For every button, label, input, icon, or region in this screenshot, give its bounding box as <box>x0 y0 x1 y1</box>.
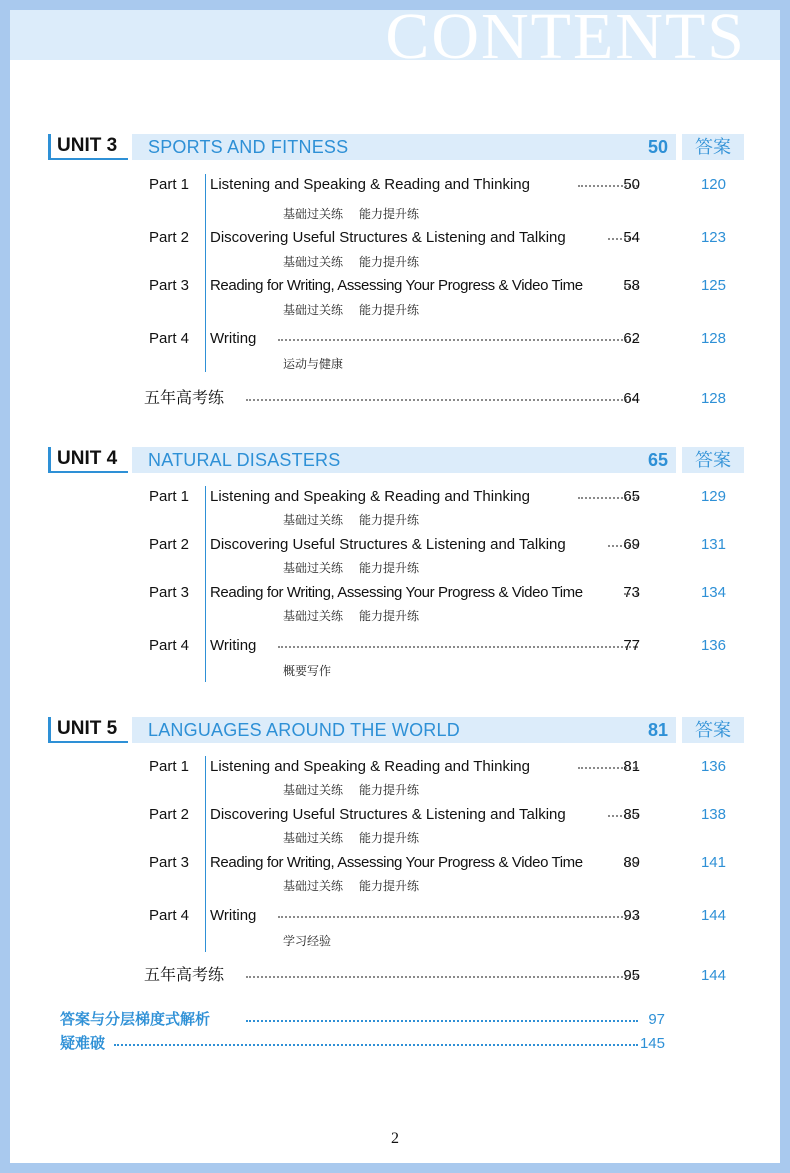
sub-items <box>283 663 347 679</box>
toc-entry[interactable] <box>10 756 780 778</box>
sub-items <box>283 878 435 894</box>
sub-item: 基础过关练 <box>283 783 344 797</box>
answer-page-number: 144 <box>700 907 726 924</box>
unit-title-bar <box>132 717 676 743</box>
answer-page-number: 136 <box>700 758 726 775</box>
part-title: Writing <box>210 637 257 654</box>
unit-title: SPORTS AND FITNESS <box>148 137 349 157</box>
part-label: Part 3 <box>149 584 190 601</box>
toc-entry[interactable] <box>10 582 780 604</box>
sub-items <box>283 830 435 846</box>
sub-items <box>283 206 435 222</box>
toc-entry[interactable] <box>10 804 780 826</box>
page-number: 85 <box>623 806 640 823</box>
unit-title-bar <box>132 447 676 473</box>
part-label: Part 2 <box>149 806 190 823</box>
sub-item: 能力提升练 <box>359 303 420 317</box>
sub-items <box>283 560 435 576</box>
toc-entry-exam-practice[interactable] <box>10 964 780 988</box>
answer-page-number: 138 <box>700 806 726 823</box>
toc-entry[interactable] <box>10 275 780 297</box>
page-number: 95 <box>623 967 640 984</box>
part-title: Discovering Useful Structures & Listening and Talking <box>210 536 566 553</box>
sub-item: 基础过关练 <box>283 255 344 269</box>
part-title: Writing <box>210 907 257 924</box>
answer-label: 答案 <box>682 717 744 743</box>
dot-leader <box>114 1044 638 1046</box>
unit-header <box>48 134 744 160</box>
difficulty-label: 疑难破 <box>60 1035 106 1052</box>
contents-watermark: CONTENTS <box>385 10 746 73</box>
answer-page-number: 136 <box>700 637 726 654</box>
part-title: Writing <box>210 330 257 347</box>
dot-leader <box>278 339 638 341</box>
answer-page-number: 123 <box>700 229 726 246</box>
part-title: Listening and Speaking & Reading and Thinking <box>210 488 530 505</box>
sub-item: 基础过关练 <box>283 561 344 575</box>
sub-item: 能力提升练 <box>359 561 420 575</box>
sub-item: 能力提升练 <box>359 207 420 221</box>
page-number: 54 <box>623 229 640 246</box>
sub-item: 基础过关练 <box>283 831 344 845</box>
toc-entry-difficulty[interactable] <box>10 1034 780 1054</box>
part-label: Part 2 <box>149 536 190 553</box>
unit-page-number: 81 <box>647 720 668 740</box>
header-band <box>10 10 780 73</box>
unit-title: NATURAL DISASTERS <box>148 450 341 470</box>
toc-entry[interactable] <box>10 635 780 657</box>
page-number: 77 <box>623 637 640 654</box>
unit-title: LANGUAGES AROUND THE WORLD <box>148 720 460 740</box>
sub-items <box>283 933 347 949</box>
toc-entry-answers[interactable] <box>10 1010 780 1030</box>
sub-items <box>283 782 435 798</box>
sub-items <box>283 254 435 270</box>
sub-item: 能力提升练 <box>359 783 420 797</box>
answers-label: 答案与分层梯度式解析 <box>60 1011 211 1028</box>
sub-item: 基础过关练 <box>283 879 344 893</box>
page-number: 50 <box>623 176 640 193</box>
page-number: 93 <box>623 907 640 924</box>
part-title: Listening and Speaking & Reading and Thinking <box>210 176 530 193</box>
page-number: 73 <box>623 584 640 601</box>
part-title: Reading for Writing, Assessing Your Progress & Video Time <box>210 584 583 601</box>
unit-label: UNIT 5 <box>48 717 128 743</box>
part-label: Part 1 <box>149 488 190 505</box>
sub-item: 基础过关练 <box>283 207 344 221</box>
page-number: 69 <box>623 536 640 553</box>
answer-page-number: 144 <box>700 967 726 984</box>
answer-page-number: 129 <box>700 488 726 505</box>
contents-page <box>10 10 780 1163</box>
part-label: Part 4 <box>149 330 190 347</box>
part-label: Part 4 <box>149 907 190 924</box>
answer-page-number: 125 <box>700 277 726 294</box>
sub-item: 能力提升练 <box>359 513 420 527</box>
unit-title-bar <box>132 134 676 160</box>
part-label: Part 3 <box>149 277 190 294</box>
unit-page-number: 65 <box>647 450 668 470</box>
page-number-footer: 2 <box>391 1130 399 1147</box>
sub-items <box>283 512 435 528</box>
unit-label: UNIT 4 <box>48 447 128 473</box>
sub-item: 能力提升练 <box>359 255 420 269</box>
sub-item: 基础过关练 <box>283 303 344 317</box>
part-title: Discovering Useful Structures & Listening and Talking <box>210 229 566 246</box>
toc-entry[interactable] <box>10 534 780 556</box>
toc-entry[interactable] <box>10 328 780 350</box>
answer-page-number: 141 <box>700 854 726 871</box>
sub-item: 学习经验 <box>283 934 332 948</box>
answer-page-number: 120 <box>700 176 726 193</box>
part-label: Part 4 <box>149 637 190 654</box>
page-number: 64 <box>623 390 640 407</box>
page-number: 145 <box>639 1035 665 1052</box>
dot-leader <box>246 399 638 401</box>
dot-leader <box>278 646 638 648</box>
part-title: Discovering Useful Structures & Listening and Talking <box>210 806 566 823</box>
unit-label: UNIT 3 <box>48 134 128 160</box>
unit-header <box>48 447 744 473</box>
dot-leader <box>278 916 638 918</box>
part-label: Part 1 <box>149 176 190 193</box>
answer-page-number: 134 <box>700 584 726 601</box>
sub-item: 基础过关练 <box>283 513 344 527</box>
page-number: 89 <box>623 854 640 871</box>
answer-label: 答案 <box>682 447 744 473</box>
page-number: 97 <box>648 1011 665 1028</box>
toc-entry[interactable] <box>10 486 780 508</box>
part-label: Part 1 <box>149 758 190 775</box>
sub-items <box>283 302 435 318</box>
answer-page-number: 128 <box>700 330 726 347</box>
unit-page-number: 50 <box>647 137 668 157</box>
page-number: 58 <box>623 277 640 294</box>
exam-practice-label: 五年高考练 <box>144 390 225 407</box>
sub-item: 能力提升练 <box>359 879 420 893</box>
sub-item: 概要写作 <box>283 664 332 678</box>
sub-items <box>283 608 435 624</box>
part-title: Reading for Writing, Assessing Your Progress & Video Time <box>210 854 583 871</box>
part-label: Part 2 <box>149 229 190 246</box>
page-number: 81 <box>623 758 640 775</box>
sub-item: 能力提升练 <box>359 831 420 845</box>
dot-leader <box>246 976 638 978</box>
exam-practice-label: 五年高考练 <box>144 967 225 984</box>
unit-header <box>48 717 744 743</box>
part-title: Listening and Speaking & Reading and Thinking <box>210 758 530 775</box>
toc-entry[interactable] <box>10 852 780 874</box>
page-number: 65 <box>623 488 640 505</box>
sub-item: 能力提升练 <box>359 609 420 623</box>
page-number: 62 <box>623 330 640 347</box>
toc-entry[interactable] <box>10 905 780 927</box>
answer-page-number: 131 <box>700 536 726 553</box>
answer-page-number: 128 <box>700 390 726 407</box>
answer-label: 答案 <box>682 134 744 160</box>
sub-item: 基础过关练 <box>283 609 344 623</box>
toc-entry-exam-practice[interactable] <box>10 387 780 411</box>
sub-item: 运动与健康 <box>283 357 344 371</box>
toc-entry[interactable] <box>10 227 780 249</box>
part-title: Reading for Writing, Assessing Your Progress & Video Time <box>210 277 583 294</box>
part-label: Part 3 <box>149 854 190 871</box>
sub-items <box>283 356 359 372</box>
toc-entry[interactable] <box>10 174 780 196</box>
dot-leader <box>246 1020 638 1022</box>
